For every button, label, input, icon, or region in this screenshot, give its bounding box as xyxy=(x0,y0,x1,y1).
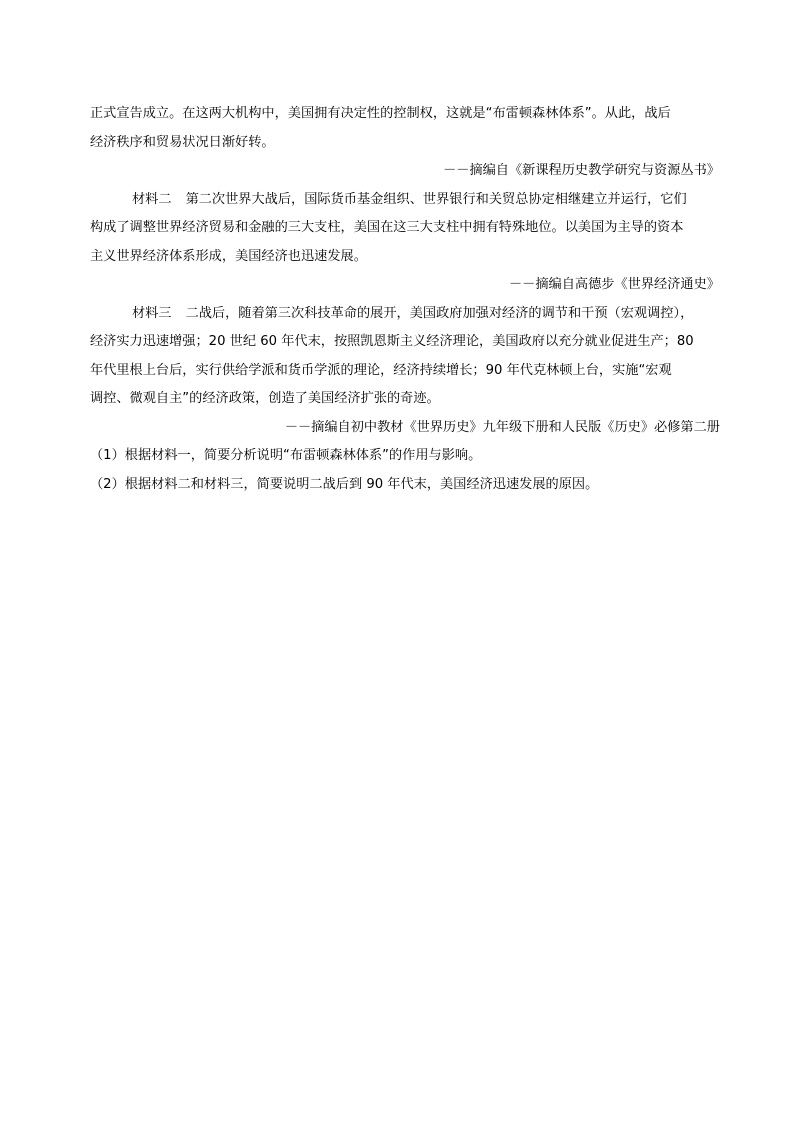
material2-line-2: 构成了调整世界经济贸易和金融的三大支柱，美国在这三大支柱中拥有特殊地位。以美国为主导的资本 xyxy=(90,220,684,235)
material2-source: －－摘编自高德步《世界经济通史》 xyxy=(509,277,720,292)
material1-line-2: 经济秩序和贸易状况日渐好转。 xyxy=(90,134,275,150)
material3-line-4: 调控、微观自主”的经济政策，创造了美国经济扩张的奇迹。 xyxy=(90,391,440,406)
question-1: （1）根据材料一，简要分析说明“布雷顿森林体系”的作用与影响。 xyxy=(90,448,482,463)
document-body xyxy=(90,100,720,499)
material1-line-1: 正式宣告成立。在这两大机构中，美国拥有决定性的控制权，这就是“布雷顿森林体系”。从此，战后 xyxy=(90,106,671,121)
material3-label: 材料三 xyxy=(132,305,172,321)
material3-line-2: 经济实力迅速增强；20 世纪 60 年代末，按照凯恩斯主义经济理论，美国政府以充分就业促进生产；80 xyxy=(90,334,694,349)
question-2: （2）根据材料二和材料三，简要说明二战后到 90 年代末，美国经济迅速发展的原因。 xyxy=(90,476,599,492)
material3-line-1-text: 二战后，随着第三次科技革命的展开，美国政府加强对经济的调节和干预（宏观调控）， xyxy=(185,305,694,321)
material3-source: －－摘编自初中教材《世界历史》九年级下册和人民版《历史》必修第二册 xyxy=(284,419,720,435)
material2-line-1-text: 第二次世界大战后，国际货币基金组织、世界银行和关贸总协定相继建立并运行，它们 xyxy=(185,191,687,207)
material2-label: 材料二 xyxy=(132,191,172,207)
material2-line-1 xyxy=(90,186,720,215)
material3-line-1 xyxy=(90,300,720,329)
material3-line-3: 年代里根上台后，实行供给学派和货币学派的理论，经济持续增长；90 年代克林顿上台，实施“宏观 xyxy=(90,362,672,378)
material2-line-3: 主义世界经济体系形成，美国经济也迅速发展。 xyxy=(90,248,367,264)
material1-source: －－摘编自《新课程历史教学研究与资源丛书》 xyxy=(443,163,720,178)
